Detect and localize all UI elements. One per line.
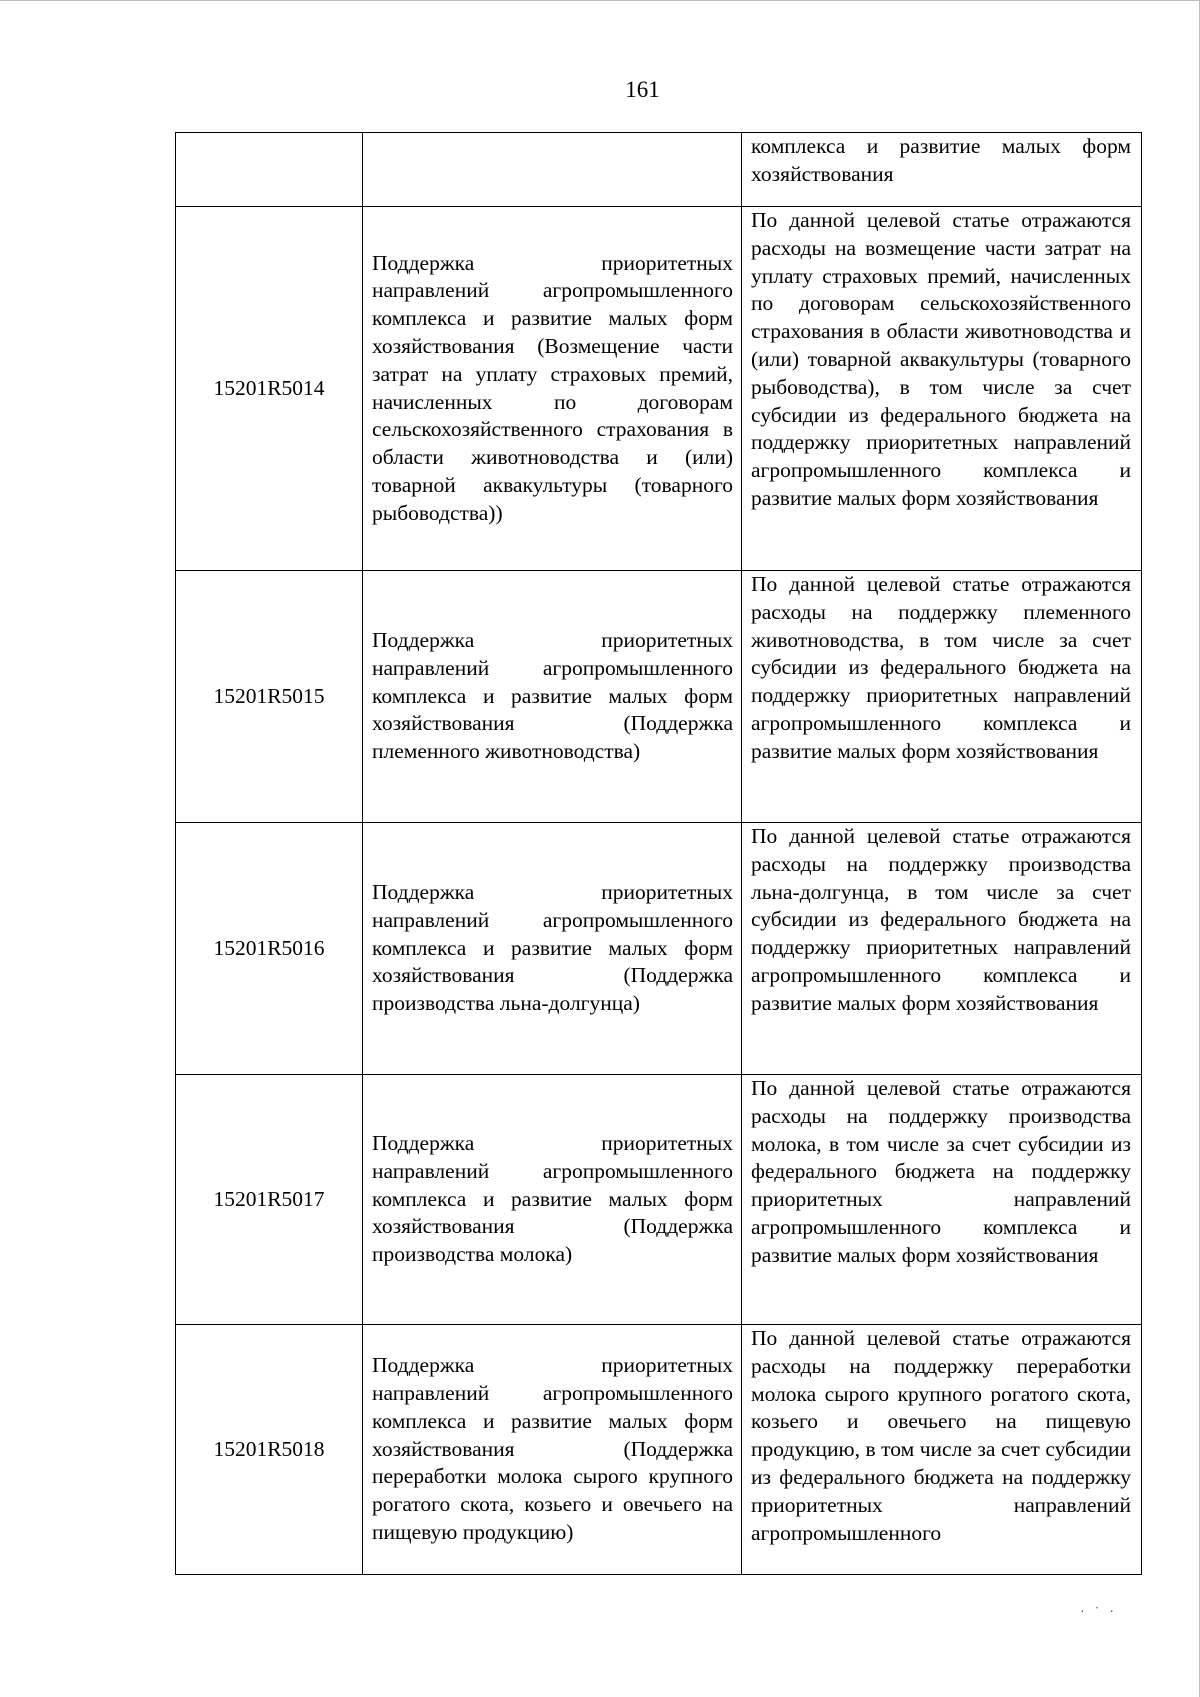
description-cell xyxy=(742,1075,1142,1325)
name-cell xyxy=(363,1325,742,1575)
name-cell xyxy=(363,571,742,823)
table-row xyxy=(176,133,1142,207)
code-cell: 15201R5014 xyxy=(176,207,363,571)
description-text: комплекса и развитие малых форм хозяйствования xyxy=(751,134,1131,186)
description-cell xyxy=(742,571,1142,823)
table-row xyxy=(176,823,1142,1075)
description-cell xyxy=(742,207,1142,571)
name-cell xyxy=(363,207,742,571)
name-text: Поддержка приоритетных направлений агропромышленного комплекса и развитие малых форм хозяйствования (Поддержка переработки молока сырого крупного рогатого скота, козьего и овечьего на пищевую продукцию) xyxy=(372,1353,733,1544)
description-cell xyxy=(742,133,1142,207)
code-cell: 15201R5017 xyxy=(176,1075,363,1325)
name-text: Поддержка приоритетных направлений агропромышленного комплекса и развитие малых форм хозяйствования (Поддержка производства молока) xyxy=(372,1131,733,1267)
name-cell xyxy=(363,823,742,1075)
name-text: Поддержка приоритетных направлений агропромышленного комплекса и развитие малых форм хозяйствования (Поддержка племенного животноводства) xyxy=(372,628,733,764)
code-cell xyxy=(176,133,363,207)
code-cell: 15201R5016 xyxy=(176,823,363,1075)
code-cell: 15201R5015 xyxy=(176,571,363,823)
scan-specks: ·˙· xyxy=(1080,1605,1124,1620)
description-text: По данной целевой статье отражаются расходы на поддержку переработки молока сырого крупного рогатого скота, козьего и овечьего на пищевую продукцию, в том числе за счет субсидии из федерального бюджета на поддержку приоритетных направлений агропромышленного xyxy=(751,1326,1131,1545)
description-cell xyxy=(742,1325,1142,1575)
description-cell xyxy=(742,823,1142,1075)
table-row xyxy=(176,207,1142,571)
name-cell xyxy=(363,133,742,207)
name-text: Поддержка приоритетных направлений агропромышленного комплекса и развитие малых форм хозяйствования (Возмещение части затрат на уплату страховых премий, начисленных по договорам сельскохозяйственного страхования в области животноводства и (или) товарной аквакультуры (товарного рыбоводства)) xyxy=(372,250,733,525)
name-text: Поддержка приоритетных направлений агропромышленного комплекса и развитие малых форм хозяйствования (Поддержка производства льна-долгунца) xyxy=(372,880,733,1016)
name-cell xyxy=(363,1075,742,1325)
table-row xyxy=(176,571,1142,823)
page-number: 161 xyxy=(625,77,660,102)
code-cell: 15201R5018 xyxy=(176,1325,363,1575)
budget-classification-table xyxy=(175,132,1142,1575)
description-text: По данной целевой статье отражаются расходы на поддержку производства молока, в том числе за счет субсидии из федерального бюджета на поддержку приоритетных направлений агропромышленного комплекса и развитие малых форм хозяйствования xyxy=(751,1076,1131,1267)
table-row xyxy=(176,1325,1142,1575)
description-text: По данной целевой статье отражаются расходы на поддержку племенного животноводства, в том числе за счет субсидии из федерального бюджета на поддержку приоритетных направлений агропромышленного комплекса и развитие малых форм хозяйствования xyxy=(751,572,1131,763)
table-row xyxy=(176,1075,1142,1325)
description-text: По данной целевой статье отражаются расходы на возмещение части затрат на уплату страховых премий, начисленных по договорам сельскохозяйственного страхования в области животноводства и (или) товарной аквакультуры (товарного рыбоводства), в том числе за счет субсидии из федерального бюджета на поддержку приоритетных направлений агропромышленного комплекса и развитие малых форм хозяйствования xyxy=(751,208,1131,510)
description-text: По данной целевой статье отражаются расходы на поддержку производства льна-долгунца, в том числе за счет субсидии из федерального бюджета на поддержку приоритетных направлений агропромышленного комплекса и развитие малых форм хозяйствования xyxy=(751,824,1131,1015)
